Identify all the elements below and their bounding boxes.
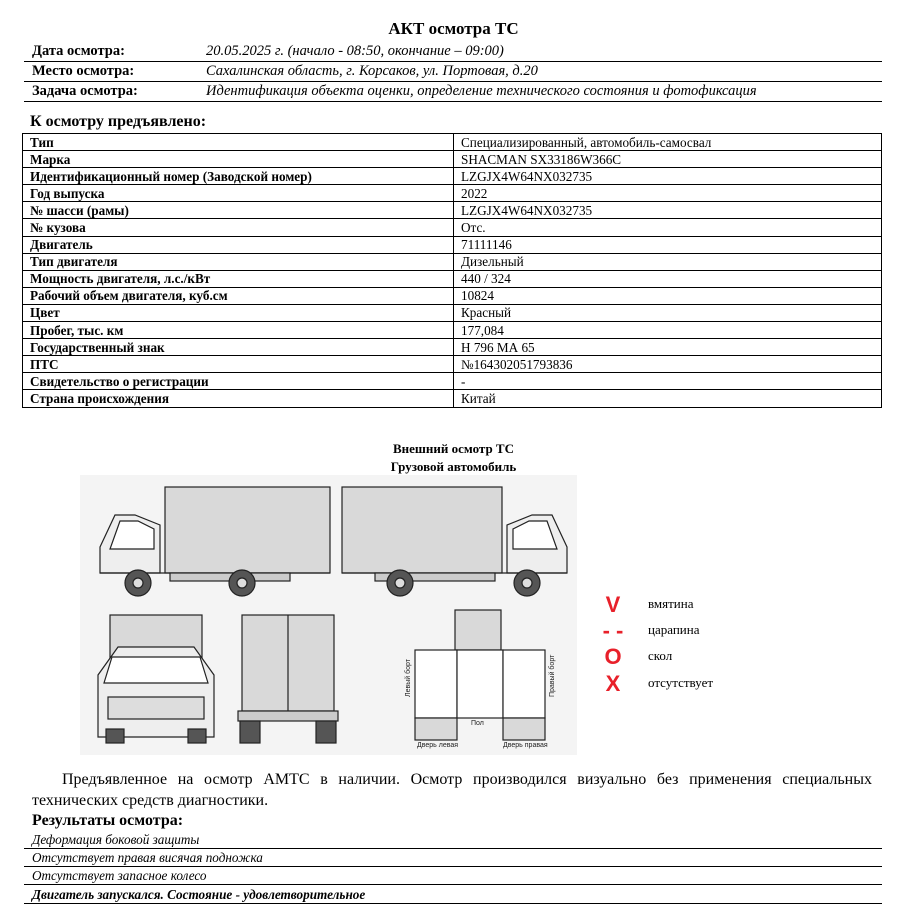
spec-value: 10824	[454, 287, 882, 304]
truck-diagram-svg	[80, 475, 577, 755]
spec-row	[23, 185, 882, 202]
spec-key: Двигатель	[23, 236, 454, 253]
spec-row	[23, 373, 882, 390]
label-right-side: Правый борт	[549, 654, 556, 697]
legend-chip-label: скол	[648, 648, 673, 663]
header-value: Сахалинская область, г. Корсаков, ул. Портовая, д.20	[206, 63, 538, 79]
spec-row	[23, 339, 882, 356]
legend-missing-symbol: X	[605, 671, 621, 696]
spec-row	[23, 202, 882, 219]
header-row-task	[24, 81, 882, 102]
header-value: Идентификация объекта оценки, определение технического состояния и фотофиксация	[206, 83, 757, 99]
spec-value: 177,084	[454, 322, 882, 339]
legend-scratch-symbol: - -	[602, 618, 624, 643]
document-title: АКТ осмотра ТС	[388, 19, 519, 38]
result-line	[24, 831, 882, 849]
spec-key: ПТС	[23, 356, 454, 373]
header-row-place	[24, 61, 882, 82]
label-left-side: Левый борт	[405, 659, 412, 697]
spec-row	[23, 134, 882, 151]
spec-row	[23, 304, 882, 321]
truck-rear-view	[238, 615, 338, 743]
spec-row	[23, 287, 882, 304]
spec-row	[23, 236, 882, 253]
header-label: Задача осмотра:	[32, 83, 138, 99]
exterior-subtitle: Грузовой автомобиль	[390, 459, 517, 474]
truck-diagram	[80, 475, 577, 755]
spec-value: 440 / 324	[454, 270, 882, 287]
spec-key: Государственный знак	[23, 339, 454, 356]
spec-key: Рабочий объем двигателя, куб.см	[23, 287, 454, 304]
header-value: 20.05.2025 г. (начало - 08:50, окончание – 09:00)	[206, 43, 504, 59]
spec-key: Тип двигателя	[23, 253, 454, 270]
exterior-title: Внешний осмотр ТС	[393, 441, 514, 456]
spec-value: 2022	[454, 185, 882, 202]
result-text: Отсутствует запасное колесо	[32, 868, 207, 883]
header-row-date	[24, 41, 882, 62]
spec-key: Свидетельство о регистрации	[23, 373, 454, 390]
specs-table	[22, 133, 882, 408]
legend-dent-label: вмятина	[648, 596, 694, 611]
section-title: К осмотру предъявлено:	[30, 113, 207, 130]
label-floor: Пол	[471, 720, 484, 727]
spec-key: Идентификационный номер (Заводской номер)	[23, 168, 454, 185]
truck-left-side-view	[100, 487, 330, 596]
spec-row	[23, 390, 882, 407]
label-right-door: Дверь правая	[503, 742, 548, 749]
spec-value: Китай	[454, 390, 882, 407]
spec-key: Год выпуска	[23, 185, 454, 202]
spec-row	[23, 322, 882, 339]
spec-key: Тип	[23, 134, 454, 151]
label-left-door: Дверь левая	[417, 742, 459, 749]
header-label: Место осмотра:	[32, 63, 135, 79]
header-label: Дата осмотра:	[32, 43, 125, 59]
spec-value: SHACMAN SX33186W366C	[454, 151, 882, 168]
legend-scratch-label: царапина	[648, 622, 700, 637]
result-line	[24, 867, 882, 885]
spec-value: Специализированный, автомобиль-самосвал	[454, 134, 882, 151]
spec-key: Мощность двигателя, л.с./кВт	[23, 270, 454, 287]
legend-dent-symbol: V	[605, 592, 621, 617]
legend-chip-symbol: O	[604, 644, 622, 669]
result-text: Двигатель запускался. Состояние - удовлетворительное	[32, 887, 366, 902]
spec-value: LZGJX4W64NX032735	[454, 202, 882, 219]
result-line	[24, 886, 882, 904]
spec-value: 71111146	[454, 236, 882, 253]
result-line	[24, 849, 882, 867]
spec-key: № шасси (рамы)	[23, 202, 454, 219]
legend-missing-label: отсутствует	[648, 675, 714, 690]
spec-row	[23, 356, 882, 373]
results-title: Результаты осмотра:	[32, 812, 184, 829]
spec-value: LZGJX4W64NX032735	[454, 168, 882, 185]
result-text: Отсутствует правая висячая подножка	[32, 850, 263, 865]
spec-row	[23, 168, 882, 185]
spec-row	[23, 219, 882, 236]
spec-value: Дизельный	[454, 253, 882, 270]
spec-key: Марка	[23, 151, 454, 168]
truck-front-view	[98, 615, 214, 743]
spec-row	[23, 151, 882, 168]
spec-key: Страна происхождения	[23, 390, 454, 407]
result-text: Деформация боковой защиты	[32, 832, 200, 847]
truck-right-side-view	[342, 487, 567, 596]
spec-value: Н 796 МА 65	[454, 339, 882, 356]
spec-value: -	[454, 373, 882, 390]
spec-value: Красный	[454, 304, 882, 321]
inspection-paragraph: Предъявленное на осмотр АМТС в наличии. Осмотр производился визуально без применения специальных технических средств диагностики.	[32, 771, 872, 809]
spec-key: Цвет	[23, 304, 454, 321]
spec-value: Отс.	[454, 219, 882, 236]
spec-key: № кузова	[23, 219, 454, 236]
spec-row	[23, 270, 882, 287]
spec-row	[23, 253, 882, 270]
spec-key: Пробег, тыс. км	[23, 322, 454, 339]
spec-value: №164302051793836	[454, 356, 882, 373]
